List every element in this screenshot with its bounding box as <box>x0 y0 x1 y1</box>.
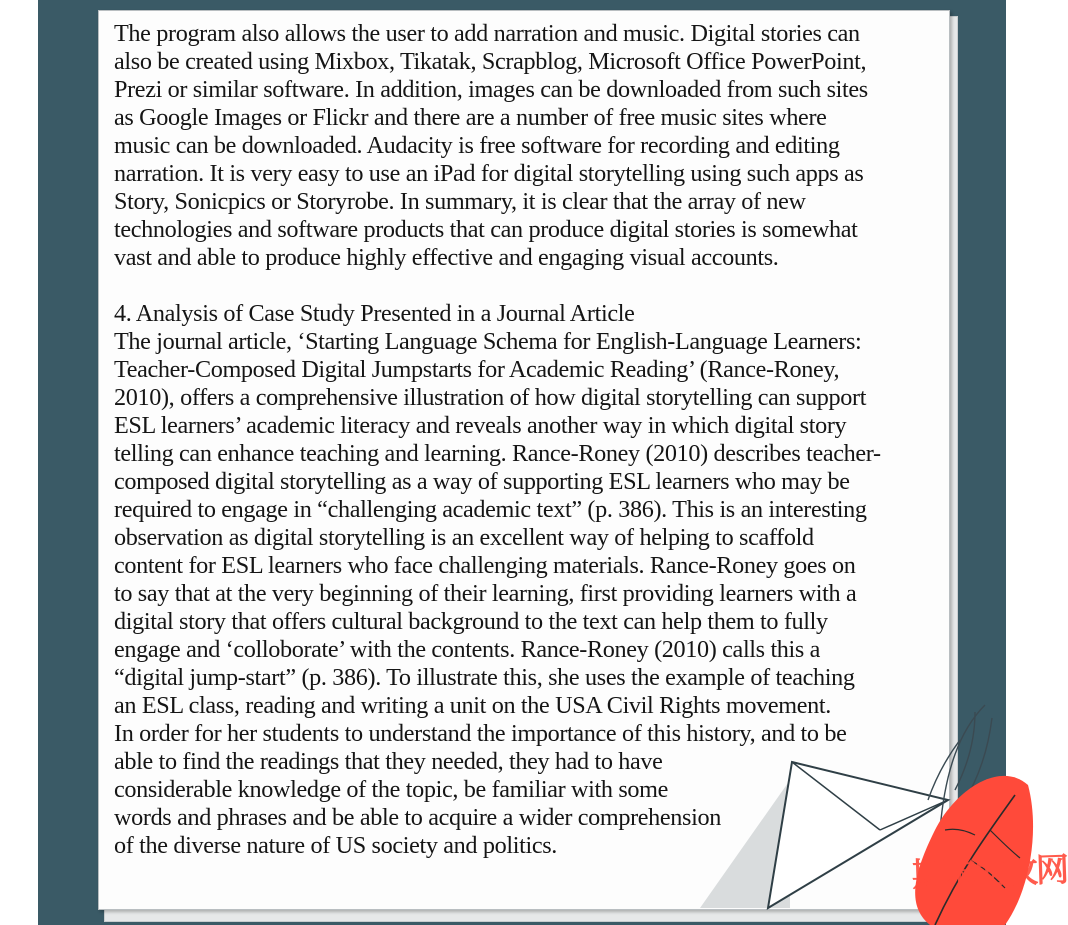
text-line: composed digital storytelling as a way of supporting ESL learners who may be <box>114 468 850 495</box>
text-line: content for ESL learners who face challenging materials. Rance-Roney goes on <box>114 552 856 579</box>
text-line: 2010), offers a comprehensive illustration of how digital storytelling can support <box>114 384 867 411</box>
text-line: required to engage in “challenging academic text” (p. 386). This is an interesting <box>114 496 867 523</box>
text-line: The program also allows the user to add narration and music. Digital stories can <box>114 20 860 47</box>
text-line: Teacher-Composed Digital Jumpstarts for Academic Reading’ (Rance-Roney, <box>114 356 840 383</box>
text-line: Prezi or similar software. In addition, images can be downloaded from such sites <box>114 76 868 103</box>
text-line: ESL learners’ academic literacy and reveals another way in which digital story <box>114 412 847 439</box>
text-line: able to find the readings that they needed, they had to have <box>114 748 663 775</box>
text-line: In order for her students to understand the importance of this history, and to be <box>114 720 847 747</box>
text-line: an ESL class, reading and writing a unit on the USA Civil Rights movement. <box>114 692 831 719</box>
text-line: observation as digital storytelling is an excellent way of helping to scaffold <box>114 524 814 551</box>
text-line: engage and ‘colloborate’ with the contents. Rance-Roney (2010) calls this a <box>114 636 821 663</box>
text-line: telling can enhance teaching and learning. Rance-Roney (2010) describes teacher- <box>114 440 881 467</box>
text-line: also be created using Mixbox, Tikatak, Scrapblog, Microsoft Office PowerPoint, <box>114 48 867 75</box>
text-line: music can be downloaded. Audacity is free software for recording and editing <box>114 132 840 159</box>
text-line: digital story that offers cultural background to the text can help them to fully <box>114 608 828 635</box>
text-line: The journal article, ‘Starting Language Schema for English-Language Learners: <box>114 328 862 355</box>
text-line: to say that at the very beginning of their learning, first providing learners with a <box>114 580 857 607</box>
text-line: “digital jump-start” (p. 386). To illustrate this, she uses the example of teaching <box>114 664 855 691</box>
text-line: technologies and software products that can produce digital stories is somewhat <box>114 216 858 243</box>
text-line: vast and able to produce highly effective and engaging visual accounts. <box>114 244 779 271</box>
section-heading: 4. Analysis of Case Study Presented in a Journal Article <box>114 300 635 327</box>
text-line: words and phrases and be able to acquire a wider comprehension <box>114 804 721 831</box>
text-line: of the diverse nature of US society and politics. <box>114 832 557 859</box>
watermark-text: 期末助攻网 <box>911 849 1068 895</box>
text-line: as Google Images or Flickr and there are a number of free music sites where <box>114 104 827 131</box>
text-line: narration. It is very easy to use an iPad for digital storytelling using such apps as <box>114 160 864 187</box>
text-line: considerable knowledge of the topic, be familiar with some <box>114 776 668 803</box>
text-line: Story, Sonicpics or Storyrobe. In summary, it is clear that the array of new <box>114 188 806 215</box>
